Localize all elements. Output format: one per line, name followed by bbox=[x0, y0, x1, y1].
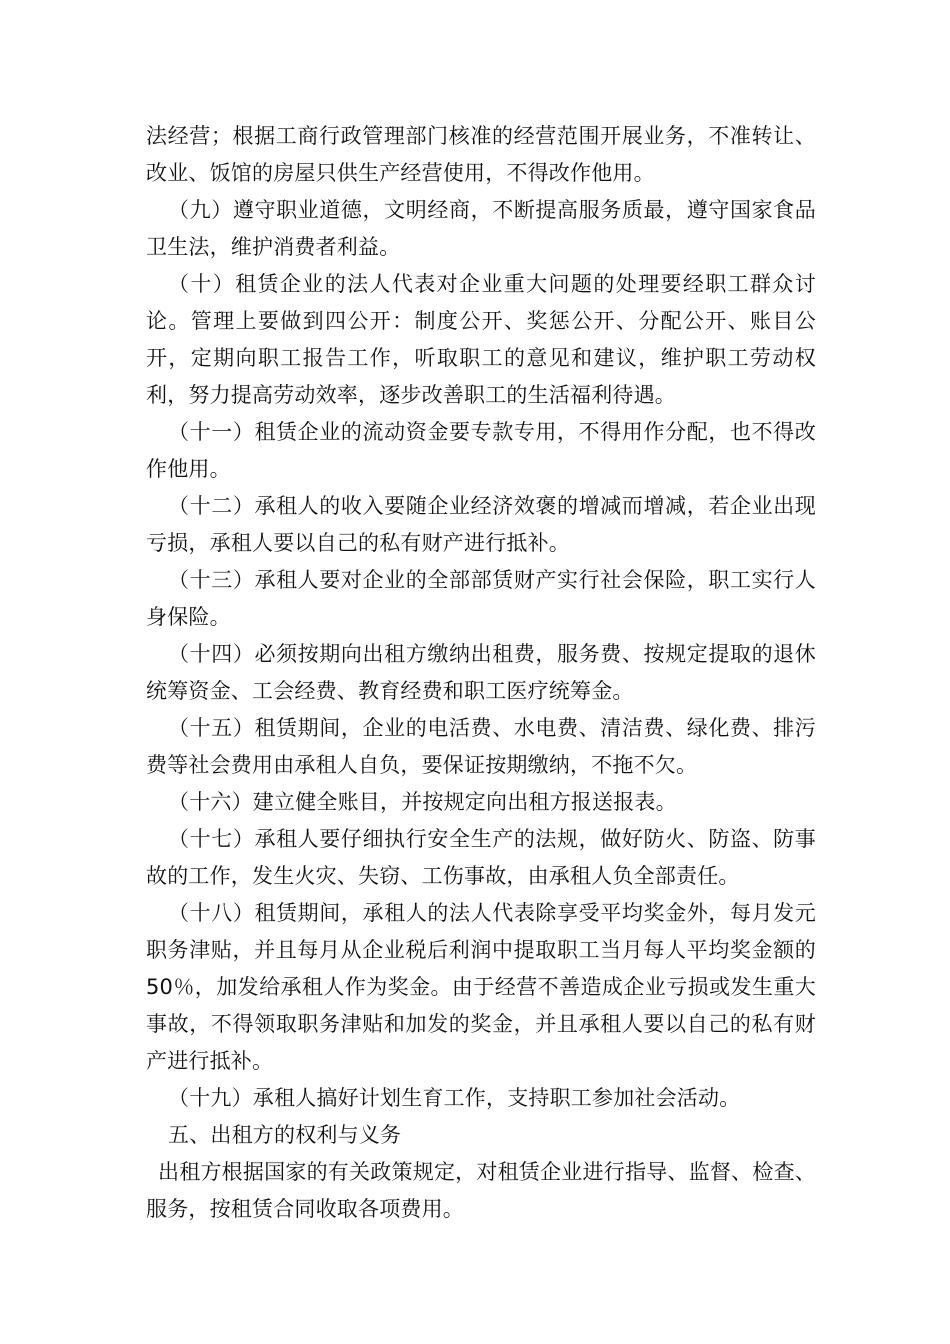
section-heading-5: 五、出租方的权利与义务 bbox=[168, 1123, 402, 1147]
paragraph-item-12: （十二）承租人的收入要随企业经济效褒的增减而增减，若企业出现亏损，承租人要以自己的私有财产进行抵补。 bbox=[146, 494, 816, 555]
paragraph-item-9: （九）遵守职业道德，文明经商，不断提高服务质最，遵守国家食品卫生法，维护消费者利益。 bbox=[146, 198, 816, 259]
paragraph-item-16: （十六）建立健全账目，并按规定向出租方报送报表。 bbox=[168, 790, 677, 814]
paragraph-item-10: （十）租赁企业的法人代表对企业重大问题的处理要经职工群众讨论。管理上要做到四公开：制度公开、奖惩公开、分配公开、账目公开，定期向职工报告工作，听取职工的意见和建议，维护职工劳动权利，努力提高劳动效率，逐步改善职工的生活福利待遇。 bbox=[146, 272, 816, 407]
paragraph-item-17: （十七）承租人要仔细执行安全生产的法规，做好防火、防盗、防事故的工作，发生火灾、失窃、工伤事故，由承租人负全部责任。 bbox=[146, 827, 816, 888]
paragraph-1: 法经营；根据工商行政管理部门核准的经营范围开展业务，不准转让、改业、饭馆的房屋只供生产经营使用，不得改作他用。 bbox=[146, 124, 816, 185]
paragraph-item-19: （十九）承租人搞好计划生育工作，支持职工参加社会活动。 bbox=[168, 1086, 741, 1110]
paragraph-item-15: （十五）租赁期间，企业的电活费、水电费、清洁费、绿化费、排污费等社会费用由承租人自负，要保证按期缴纳，不拖不欠。 bbox=[146, 716, 816, 777]
paragraph-item-14: （十四）必须按期向出租方缴纳出租费，服务费、按规定提取的退休统筹资金、工会经费、教育经费和职工医疗统筹金。 bbox=[146, 642, 816, 703]
paragraph-item-11: （十一）租赁企业的流动资金要专款专用，不得用作分配，也不得改作他用。 bbox=[146, 420, 816, 481]
section-5-paragraph: 出租方根据国家的有关政策规定，对租赁企业进行指导、监督、检查、服务，按租赁合同收取各项费用。 bbox=[146, 1160, 816, 1221]
document-body bbox=[146, 118, 816, 1228]
paragraph-item-13: （十三）承租人要对企业的全部部赁财产实行社会保险，职工实行人身保险。 bbox=[146, 568, 816, 629]
paragraph-item-18: （十八）租赁期间，承租人的法人代表除享受平均奖金外，每月发元职务津贴，并且每月从企业税后利润中提取职工当月每人平均奖金额的 50％，加发给承租人作为奖金。由于经营不善造成企业亏损或发生重大事故，不得领取职务津贴和加发的奖金，并且承租人要以自己的私有财产进行抵补。 bbox=[146, 901, 816, 1073]
